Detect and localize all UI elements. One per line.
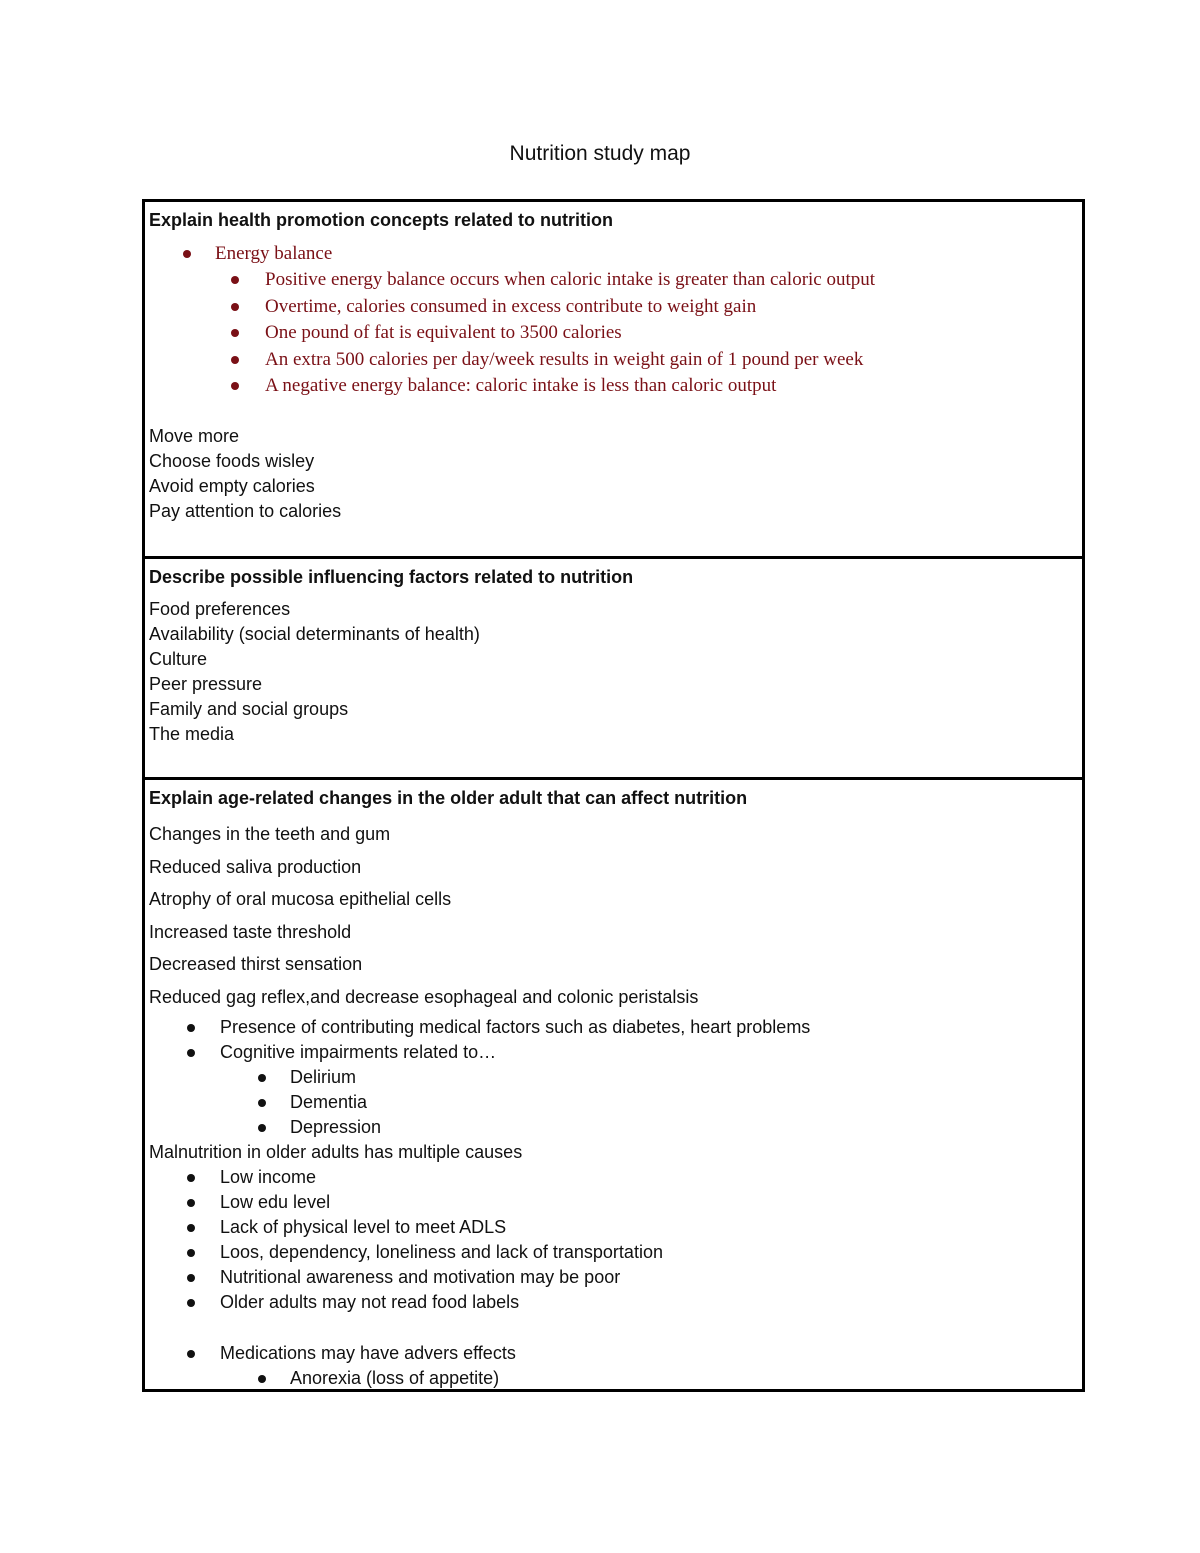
malnutrition-causes-list <box>149 1165 1078 1315</box>
factor-line: Food preferences <box>149 599 291 619</box>
list-item: Positive energy balance occurs when caloric intake is greater than caloric output <box>149 267 1078 294</box>
list-item: Older adults may not read food labels <box>149 1290 1078 1315</box>
change-line: Changes in the teeth and gum <box>149 824 391 844</box>
list-item: Depression <box>149 1115 1078 1140</box>
tip-line: Choose foods wisley <box>149 450 315 471</box>
malnutrition-label: Malnutrition in older adults has multiple causes <box>149 1142 523 1162</box>
cognitive-impairments-list <box>149 1065 1078 1140</box>
list-item: An extra 500 calories per day/week results in weight gain of 1 pound per week <box>149 347 1078 374</box>
list-item: One pound of fat is equivalent to 3500 calories <box>149 320 1078 347</box>
factor-line: Peer pressure <box>149 674 263 694</box>
list-item: Cognitive impairments related to… <box>149 1040 1078 1065</box>
section-heading: Describe possible influencing factors related to nutrition <box>149 567 634 587</box>
change-line: Decreased thirst sensation <box>149 954 363 974</box>
change-line: Reduced saliva production <box>149 856 362 877</box>
list-item: Overtime, calories consumed in excess contribute to weight gain <box>149 294 1078 321</box>
energy-balance-list <box>149 241 1078 267</box>
tip-line: Pay attention to calories <box>149 500 342 521</box>
study-map-table <box>142 199 1085 1392</box>
change-line: Reduced gag reflex,and decrease esophageal and colonic peristalsis <box>149 986 699 1007</box>
age-changes-list <box>149 818 1078 1013</box>
factor-line: The media <box>149 724 235 744</box>
list-item: Delirium <box>149 1065 1078 1090</box>
tip-line: Avoid empty calories <box>149 475 315 496</box>
list-item: A negative energy balance: caloric intake is less than caloric output <box>149 373 1078 400</box>
tip-line: Move more <box>149 425 240 446</box>
list-item: Anorexia (loss of appetite) <box>149 1366 1078 1391</box>
section-health-promotion <box>145 202 1082 556</box>
list-item: Dementia <box>149 1090 1078 1115</box>
list-item: Loos, dependency, loneliness and lack of transportation <box>149 1240 1078 1265</box>
energy-balance-points <box>149 267 1078 400</box>
list-item: Low income <box>149 1165 1078 1190</box>
section-age-related-changes <box>145 777 1082 1389</box>
medications-list <box>149 1341 1078 1366</box>
factor-line: Availability (social determinants of health) <box>149 624 480 644</box>
list-item: Nutritional awareness and motivation may be poor <box>149 1265 1078 1290</box>
change-line: Atrophy of oral mucosa epithelial cells <box>149 889 452 909</box>
section-heading: Explain age-related changes in the older adult that can affect nutrition <box>149 788 748 808</box>
factor-line: Culture <box>149 649 208 669</box>
factor-line: Family and social groups <box>149 699 349 719</box>
medication-effects-list <box>149 1366 1078 1391</box>
health-tips <box>149 424 1078 524</box>
energy-balance-topic: Energy balance <box>215 243 333 264</box>
list-item: Medications may have advers effects <box>149 1341 1078 1366</box>
section-heading: Explain health promotion concepts related to nutrition <box>149 210 614 230</box>
contributing-factors-list <box>149 1015 1078 1065</box>
list-item <box>149 241 1078 267</box>
list-item: Lack of physical level to meet ADLS <box>149 1215 1078 1240</box>
document-title: Nutrition study map <box>509 142 691 165</box>
section-influencing-factors <box>145 556 1082 777</box>
factor-list <box>149 597 1078 747</box>
list-item: Presence of contributing medical factors such as diabetes, heart problems <box>149 1015 1078 1040</box>
change-line: Increased taste threshold <box>149 921 352 942</box>
list-item: Low edu level <box>149 1190 1078 1215</box>
